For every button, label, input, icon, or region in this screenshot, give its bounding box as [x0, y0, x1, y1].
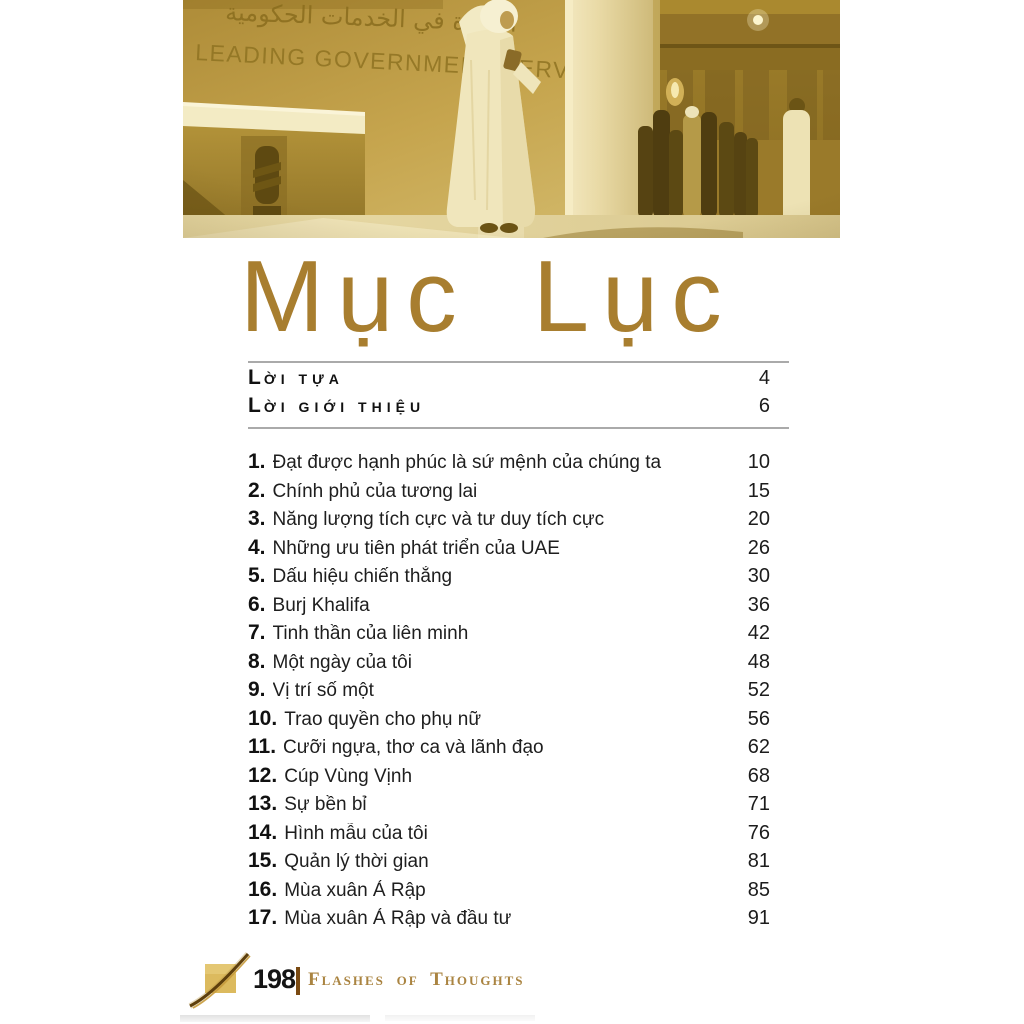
chapter-number: 17.	[248, 906, 278, 929]
chapter-title: Chính phủ của tương lai	[272, 480, 478, 502]
chapter-page: 10	[747, 451, 770, 473]
chapter-row	[248, 821, 770, 850]
chapter-row	[248, 707, 770, 736]
chapter-number: 8.	[248, 649, 266, 673]
chapter-page: 30	[747, 565, 770, 587]
chapter-title: Năng lượng tích cực và tư duy tích cực	[272, 509, 605, 530]
chapter-title: Tinh thần của liên minh	[272, 623, 469, 644]
chapter-number: 2.	[248, 478, 266, 502]
chapter-title: Hình mẫu của tôi	[284, 822, 428, 844]
chapter-page: 71	[747, 793, 770, 815]
scan-smudge	[385, 1015, 535, 1021]
chapter-row	[248, 564, 770, 593]
chapter-number: 13.	[248, 792, 278, 815]
chapter-row	[248, 878, 770, 907]
chapter-number: 7.	[248, 621, 266, 644]
chapter-row	[248, 536, 770, 565]
chapter-page: 91	[747, 907, 770, 929]
chapter-number: 6.	[248, 592, 266, 616]
chapter-title: Cưỡi ngựa, thơ ca và lãnh đạo	[283, 737, 544, 758]
footer-book-title: Flashes of Thoughts	[308, 969, 525, 990]
chapter-row	[248, 906, 770, 935]
chapter-page: 62	[747, 736, 770, 758]
chapter-title: Quản lý thời gian	[284, 851, 429, 872]
front-matter-page: 4	[758, 367, 770, 389]
chapter-title: Mùa xuân Ả Rập	[284, 879, 426, 901]
chapter-title: Burj Khalifa	[272, 594, 370, 616]
chapter-page: 15	[747, 479, 770, 502]
chapter-page: 81	[747, 850, 770, 872]
chapter-row	[248, 593, 770, 622]
chapter-page: 85	[747, 878, 770, 901]
chapter-number: 12.	[248, 763, 278, 787]
chapter-row	[248, 735, 770, 764]
chapter-page: 68	[747, 764, 770, 787]
chapter-number: 3.	[248, 507, 266, 530]
chapter-page: 36	[747, 593, 770, 616]
chapter-row	[248, 650, 770, 679]
front-matter-row	[248, 394, 770, 422]
chapter-title: Dấu hiệu chiến thắng	[272, 566, 453, 587]
chapter-title: Mùa xuân Ả Rập và đầu tư	[284, 908, 512, 929]
front-matter-list	[248, 366, 770, 422]
chapter-title: Cúp Vùng Vịnh	[284, 765, 413, 787]
header-photo	[183, 0, 840, 238]
chapter-title: Những ưu tiên phát triển của UAE	[272, 537, 560, 559]
chapter-number: 1.	[248, 450, 266, 473]
chapter-row	[248, 479, 770, 508]
chapter-page: 42	[747, 622, 770, 644]
chapter-number: 4.	[248, 535, 266, 559]
chapter-page: 52	[747, 679, 770, 701]
chapter-title: Trao quyền cho phụ nữ	[284, 708, 482, 730]
chapter-row	[248, 507, 770, 536]
page-title: Mục Lục	[240, 241, 735, 353]
chapter-number: 11.	[248, 735, 277, 758]
chapter-number: 16.	[248, 877, 278, 901]
chapter-page: 56	[747, 707, 770, 730]
chapter-title: Đạt được hạnh phúc là sứ mệnh của chúng ta	[272, 452, 662, 473]
chapter-row	[248, 621, 770, 650]
chapter-title: Một ngày của tôi	[272, 651, 412, 673]
footer-page-number: 198	[253, 964, 296, 994]
chapter-number: 9.	[248, 678, 266, 701]
chapter-row	[248, 849, 770, 878]
divider-rule-top	[248, 361, 789, 363]
chapter-row	[248, 792, 770, 821]
chapter-page: 76	[747, 821, 770, 844]
chapter-page: 48	[747, 650, 770, 673]
chapter-number: 15.	[248, 849, 278, 872]
chapter-number: 14.	[248, 820, 278, 844]
chapter-title: Vị trí số một	[272, 680, 374, 701]
chapter-list	[248, 450, 770, 935]
chapter-page: 20	[747, 508, 770, 530]
chapter-row	[248, 764, 770, 793]
footer-divider-bar	[296, 967, 300, 995]
front-matter-row	[248, 366, 770, 394]
chapter-number: 5.	[248, 564, 266, 587]
scan-smudge	[180, 1015, 370, 1022]
front-matter-label: LỜI TỰA	[248, 366, 344, 389]
front-matter-page: 6	[758, 395, 770, 417]
chapter-row	[248, 678, 770, 707]
chapter-row	[248, 450, 770, 479]
chapter-page: 26	[747, 536, 770, 559]
front-matter-label: LỜI GIỚI THIỆU	[248, 394, 426, 417]
divider-rule-bottom	[248, 427, 789, 429]
chapter-title: Sự bền bỉ	[284, 794, 367, 815]
chapter-number: 10.	[248, 706, 278, 730]
flash-icon	[186, 948, 254, 1012]
